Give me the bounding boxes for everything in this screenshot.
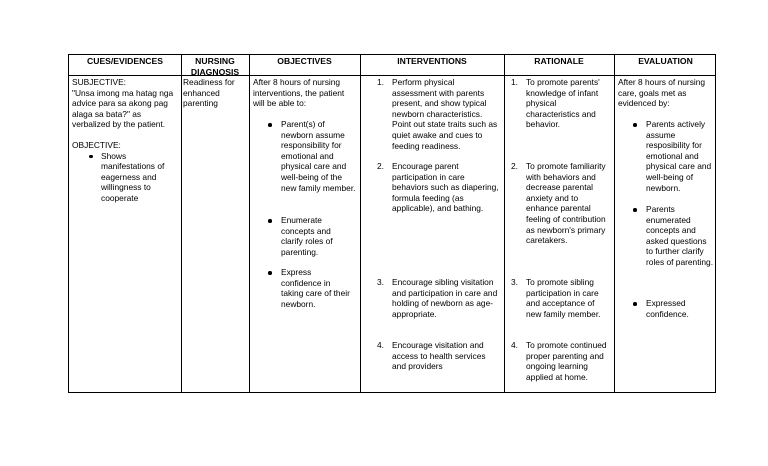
rationale-number: 3. (511, 277, 518, 287)
column-divider (504, 55, 505, 392)
objectives-intro: After 8 hours of nursing interventions, the patient will be able to: (253, 77, 345, 109)
header-rationale: RATIONALE (534, 56, 584, 66)
evaluation-bullet-text: Expressed confidence. (646, 298, 689, 319)
evaluation-bullet-1 (646, 119, 714, 193)
column-divider (181, 55, 182, 392)
subjective-label: SUBJECTIVE: (72, 77, 126, 87)
bullet-icon (268, 219, 272, 223)
bullet-icon (633, 302, 637, 306)
objectives-cell (253, 77, 357, 109)
rationale-item-3 (511, 277, 612, 319)
rationale-number: 1. (511, 77, 518, 87)
objective-label: OBJECTIVE: (72, 139, 121, 150)
objective-bullet-text: Express confidence in taking care of their newborn. (281, 267, 350, 309)
objective-bullet-1 (281, 119, 357, 193)
header-nursing-diagnosis (181, 56, 249, 78)
objective-bullet-2 (281, 215, 353, 257)
care-plan-table (68, 54, 716, 393)
evaluation-bullet-2 (646, 204, 714, 268)
header-nursing-diagnosis-label: NURSING DIAGNOSIS (190, 56, 240, 77)
header-evaluation: EVALUATION (638, 56, 693, 66)
rationale-text: To promote continued proper parenting and ongoing learning applied at home. (526, 340, 607, 382)
intervention-text: Encourage visitation and access to health services and providers (392, 340, 486, 372)
evaluation-bullet-3 (646, 298, 714, 319)
bullet-icon (268, 271, 272, 275)
intervention-number: 4. (377, 340, 384, 350)
diagnosis-cell: Readiness for enhanced parenting (183, 77, 235, 109)
column-divider (360, 55, 361, 392)
evaluation-bullet-text: Parents actively assume resposibility for emotional and physical care and well-being of newborn. (646, 119, 712, 193)
objective-item-text: Shows manifestations of eagerness and willingness to cooperate (101, 150, 165, 203)
rationale-number: 2. (511, 161, 518, 171)
rationale-item-4 (511, 340, 610, 382)
intervention-number: 2. (377, 161, 384, 171)
intervention-number: 3. (377, 277, 384, 287)
intervention-item-4 (377, 340, 500, 372)
header-divider (69, 75, 715, 76)
rationale-item-1 (511, 77, 612, 130)
objective-list (101, 151, 176, 204)
intervention-item-1 (377, 77, 500, 151)
objective-bullet-text: Parent(s) of newborn assume responsibility for emotional and physical care and well-being of the new family member. (281, 119, 356, 193)
bullet-icon (633, 208, 637, 212)
intervention-text: Encourage parent participation in care behaviors such as diapering, formula feeding (as applicable), and bathing. (392, 161, 499, 214)
header-cues: CUES/EVIDENCES (87, 56, 163, 66)
subjective-text: "Unsa imong ma hatag nga advice para sa akong pag alaga sa bata?" as verbalized by the patient. (72, 87, 174, 130)
column-divider (614, 55, 615, 392)
intervention-text: Perform physical assessment with parents present, and show typical newborn characteristics. Point out state traits such as quiet awake and cues to feeding readiness. (392, 77, 498, 151)
rationale-text: To promote parents' knowledge of infant physical characteristics and behavior. (526, 77, 600, 130)
bullet-icon (633, 123, 637, 127)
rationale-item-2 (511, 161, 606, 246)
cues-cell (72, 77, 178, 204)
rationale-text: To promote familiarity with behaviors and decrease parental anxiety and to enhance parental feeling of contribution as newborn's primary caretakers. (526, 161, 606, 246)
intervention-text: Encourage sibling visitation and participation in care and holding of newborn as age-appropriate. (392, 277, 498, 319)
intervention-item-3 (377, 277, 500, 319)
evaluation-intro: After 8 hours of nursing care, goals met as evidenced by: (618, 77, 706, 109)
objective-item (101, 151, 176, 204)
objective-bullet-text: Enumerate concepts and clarify roles of parenting. (281, 215, 333, 257)
bullet-icon (89, 155, 93, 159)
rationale-number: 4. (511, 340, 518, 350)
intervention-number: 1. (377, 77, 384, 87)
column-divider (249, 55, 250, 392)
intervention-item-2 (377, 161, 500, 214)
bullet-icon (268, 123, 272, 127)
header-interventions: INTERVENTIONS (397, 56, 467, 66)
header-objectives: OBJECTIVES (277, 56, 332, 66)
evaluation-bullet-text: Parents enumerated concepts and asked questions to further clarify roles of parenting. (646, 204, 714, 267)
objective-bullet-3 (281, 267, 353, 309)
rationale-text: To promote sibling participation in care and acceptance of new family member. (526, 277, 601, 319)
